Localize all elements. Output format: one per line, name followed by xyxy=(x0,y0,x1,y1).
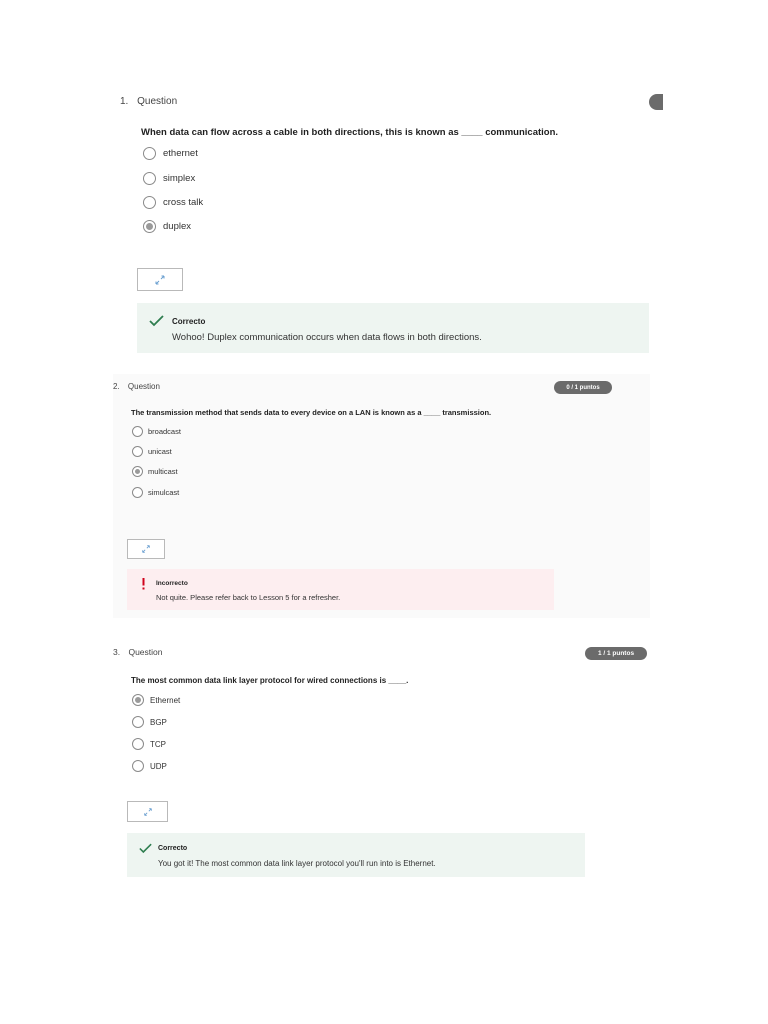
option-tcp[interactable] xyxy=(132,738,166,750)
option-bgp[interactable] xyxy=(132,716,167,728)
option-label: simplex xyxy=(163,173,196,184)
expand-arrows-icon xyxy=(141,544,151,554)
radio-button[interactable] xyxy=(143,147,156,160)
question-label: Question xyxy=(137,96,178,107)
feedback-correct xyxy=(137,303,649,353)
radio-button[interactable] xyxy=(132,446,143,457)
expand-button[interactable] xyxy=(137,268,183,291)
radio-button-selected[interactable] xyxy=(143,220,156,233)
question-text: The transmission method that sends data to every device on a LAN is known as a ____ transmission. xyxy=(131,408,492,417)
option-label: multicast xyxy=(148,467,178,476)
expand-button[interactable] xyxy=(127,539,165,559)
radio-button[interactable] xyxy=(132,487,143,498)
feedback-title: Incorrecto xyxy=(156,580,188,587)
question-number: 1. xyxy=(120,96,129,107)
option-label: BGP xyxy=(150,717,167,727)
radio-button[interactable] xyxy=(132,426,143,437)
option-label: broadcast xyxy=(148,427,181,436)
option-label: ethernet xyxy=(163,148,198,159)
check-icon xyxy=(149,315,164,327)
option-duplex[interactable] xyxy=(143,220,191,233)
option-cross-talk[interactable] xyxy=(143,196,203,209)
expand-arrows-icon xyxy=(154,274,166,286)
question-header xyxy=(113,647,163,657)
question-header xyxy=(120,96,177,107)
question-number: 2. xyxy=(113,382,120,391)
feedback-text: You got it! The most common data link layer protocol you'll run into is Ethernet. xyxy=(158,859,436,868)
question-number: 3. xyxy=(113,647,121,657)
option-simulcast[interactable] xyxy=(132,487,179,498)
question-text: The most common data link layer protocol for wired connections is ____. xyxy=(131,676,409,685)
option-multicast[interactable] xyxy=(132,466,178,477)
option-label: Ethernet xyxy=(150,695,181,705)
radio-button[interactable] xyxy=(132,760,144,772)
question-text: When data can flow across a cable in both directions, this is known as ____ communication. xyxy=(141,127,559,138)
option-label: UDP xyxy=(150,761,167,771)
check-icon xyxy=(139,843,152,854)
expand-arrows-icon xyxy=(143,807,153,817)
option-label: unicast xyxy=(148,447,172,456)
option-ethernet[interactable] xyxy=(143,147,198,160)
question-label: Question xyxy=(127,382,160,391)
score-badge: 0 / 1 puntos xyxy=(554,381,612,394)
side-marker xyxy=(649,94,663,110)
feedback-incorrect xyxy=(127,569,554,610)
option-udp[interactable] xyxy=(132,760,167,772)
option-unicast[interactable] xyxy=(132,446,172,457)
expand-button[interactable] xyxy=(127,801,168,822)
feedback-title: Correcto xyxy=(158,845,188,852)
option-label: TCP xyxy=(150,739,166,749)
feedback-text: Wohoo! Duplex communication occurs when data flows in both directions. xyxy=(172,332,482,343)
radio-button-selected[interactable] xyxy=(132,694,144,706)
option-simplex[interactable] xyxy=(143,172,195,185)
radio-button-selected[interactable] xyxy=(132,466,143,477)
feedback-title: Correcto xyxy=(172,317,206,326)
option-broadcast[interactable] xyxy=(132,426,181,437)
exclamation-icon xyxy=(141,578,146,590)
option-ethernet[interactable] xyxy=(132,694,180,706)
option-label: cross talk xyxy=(163,197,204,208)
score-badge: 1 / 1 puntos xyxy=(585,647,647,660)
feedback-text: Not quite. Please refer back to Lesson 5 for a refresher. xyxy=(156,593,341,602)
question-header xyxy=(113,382,160,391)
option-label: simulcast xyxy=(148,488,180,497)
radio-button[interactable] xyxy=(143,172,156,185)
radio-button[interactable] xyxy=(143,196,156,209)
feedback-correct xyxy=(127,833,585,877)
radio-button[interactable] xyxy=(132,716,144,728)
question-label: Question xyxy=(128,647,163,657)
option-label: duplex xyxy=(163,221,191,232)
radio-button[interactable] xyxy=(132,738,144,750)
